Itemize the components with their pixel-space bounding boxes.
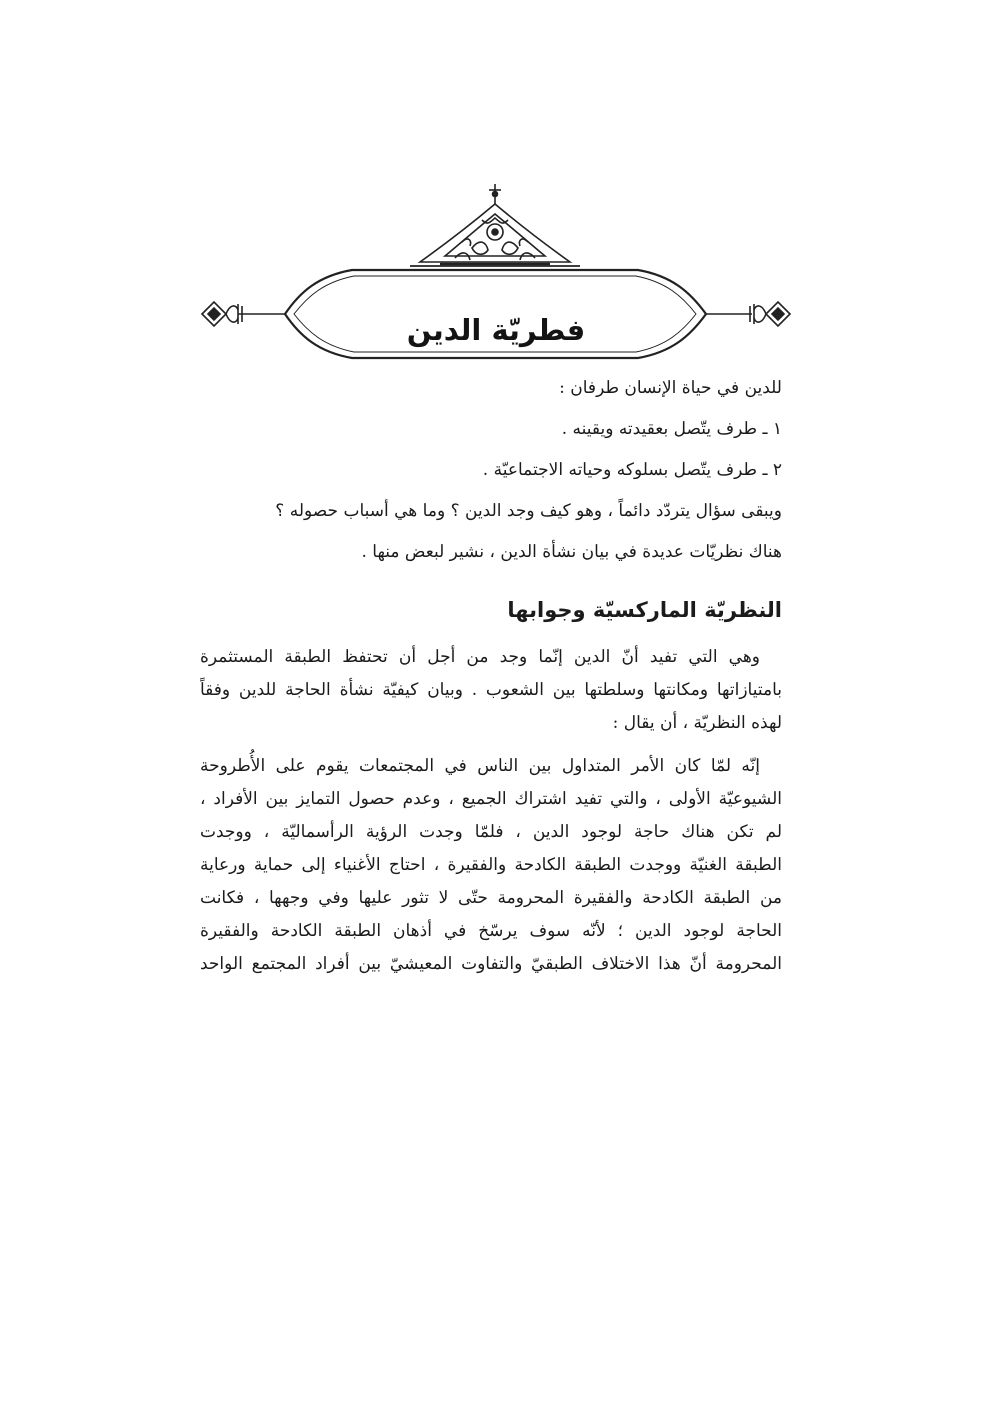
intro-line: ويبقى سؤال يتردّد دائماً ، وهو كيف وجد الدين ؟ وما هي أسباب حصوله ؟ bbox=[275, 501, 782, 521]
intro-line: ١ ـ طرف يتّصل بعقيدته ويقينه . bbox=[561, 419, 782, 439]
paragraph-line: الطبقة الغنيّة ووجدت الطبقة الكادحة والفقيرة ، احتاج الأغنياء إلى حماية ورعاية bbox=[200, 855, 782, 875]
paragraph-2 bbox=[200, 750, 782, 981]
right-finial-icon bbox=[750, 302, 790, 326]
chapter-header bbox=[0, 170, 992, 400]
paragraph-line: الشيوعيّة الأولى ، والتي تفيد اشتراك الجميع ، وعدم حصول التمايز بين الأفراد ، bbox=[200, 789, 782, 809]
page-body bbox=[200, 368, 782, 981]
intro-block bbox=[200, 368, 782, 573]
ornamental-frame bbox=[0, 170, 992, 400]
arabesque-ornament-icon bbox=[410, 184, 580, 266]
paragraph-line: وهي التي تفيد أنّ الدين إنّما وجد من أجل أن تحتفظ الطبقة المستثمرة bbox=[200, 647, 760, 667]
chapter-title: فطريّة الدين bbox=[406, 313, 586, 347]
paragraph-line: لم تكن هناك حاجة لوجود الدين ، فلمّا وجدت الرؤية الرأسماليّة ، ووجدت bbox=[200, 822, 782, 842]
paragraph-line: الحاجة لوجود الدين ؛ لأنّه سوف يرسّخ في أذهان الطبقة الكادحة والفقيرة bbox=[200, 921, 782, 941]
left-finial-icon bbox=[202, 302, 242, 326]
paragraph-line: إنّه لمّا كان الأمر المتداول بين الناس في المجتمعات يقوم على الأُطروحة bbox=[200, 756, 760, 776]
section-heading: النظريّة الماركسيّة وجوابها bbox=[507, 598, 782, 622]
paragraph-line: بامتيازاتها ومكانتها وسلطتها بين الشعوب . وبيان كيفيّة نشأة الحاجة للدين وفقاً bbox=[200, 680, 782, 700]
paragraph-line: من الطبقة الكادحة والفقيرة المحرومة حتّى لا تثور عليها وفي وجهها ، فكانت bbox=[200, 888, 782, 908]
intro-line: للدين في حياة الإنسان طرفان : bbox=[559, 378, 782, 398]
intro-line: هناك نظريّات عديدة في بيان نشأة الدين ، نشير لبعض منها . bbox=[361, 542, 782, 562]
paragraph-1 bbox=[200, 641, 782, 740]
paragraph-line: لهذه النظريّة ، أن يقال : bbox=[612, 713, 782, 733]
paragraph-line: المحرومة أنّ هذا الاختلاف الطبقيّ والتفاوت المعيشيّ بين أفراد المجتمع الواحد bbox=[200, 954, 782, 974]
intro-line: ٢ ـ طرف يتّصل بسلوكه وحياته الاجتماعيّة . bbox=[482, 460, 782, 480]
